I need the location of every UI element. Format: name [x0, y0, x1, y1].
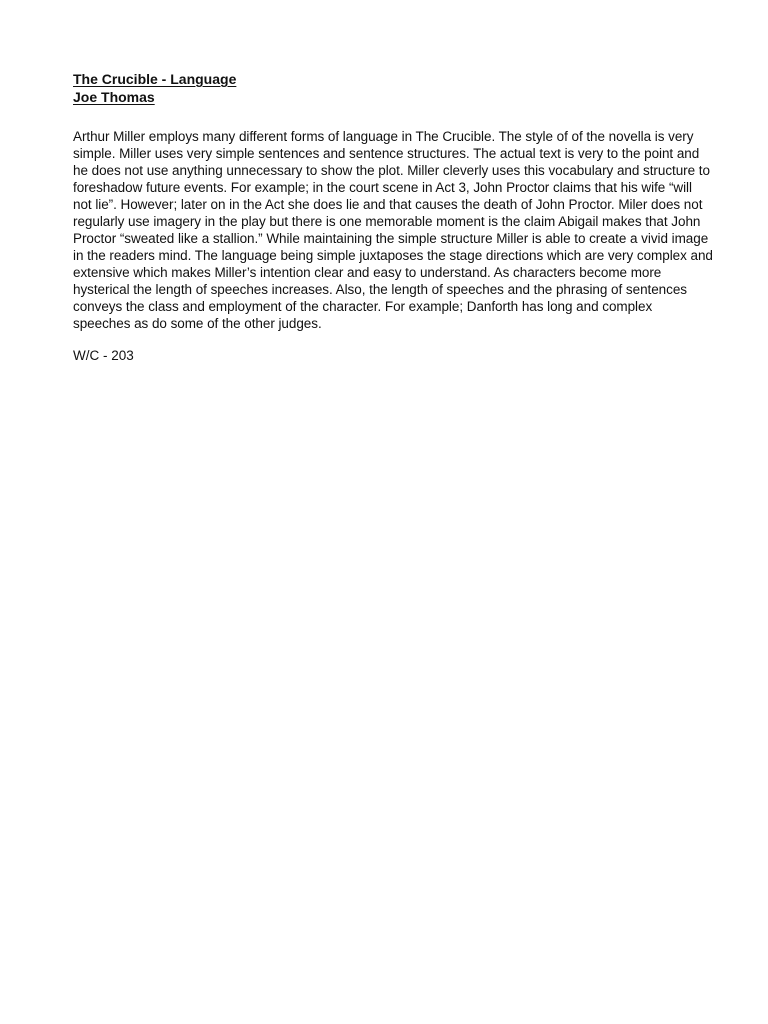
document-content: [73, 70, 713, 364]
document-author: Joe Thomas: [73, 89, 155, 105]
word-count: W/C - 203: [73, 348, 134, 363]
document-title: The Crucible - Language: [73, 71, 237, 87]
essay-paragraph: Arthur Miller employs many different forms of language in The Crucible. The style of of the novella is very simple. Miller uses very simple sentences and sentence structures. The actual text is very to the point and he does not use anything unnecessary to show the plot. Miller cleverly uses this vocabulary and structure to foreshadow future events. For example; in the court scene in Act 3, John Proctor claims that his wife “will not lie”. However; later on in the Act she does lie and that causes the death of John Proctor. Miler does not regularly use imagery in the play but there is one memorable moment is the claim Abigail makes that John Proctor “sweated like a stallion.” While maintaining the simple structure Miller is able to create a vivid image in the readers mind. The language being simple juxtaposes the stage directions which are very complex and extensive which makes Miller’s intention clear and easy to understand. As characters become more hysterical the length of speeches increases. Also, the length of speeches and the phrasing of sentences conveys the class and employment of the character. For example; Danforth has long and complex speeches as do some of the other judges.: [73, 129, 713, 331]
